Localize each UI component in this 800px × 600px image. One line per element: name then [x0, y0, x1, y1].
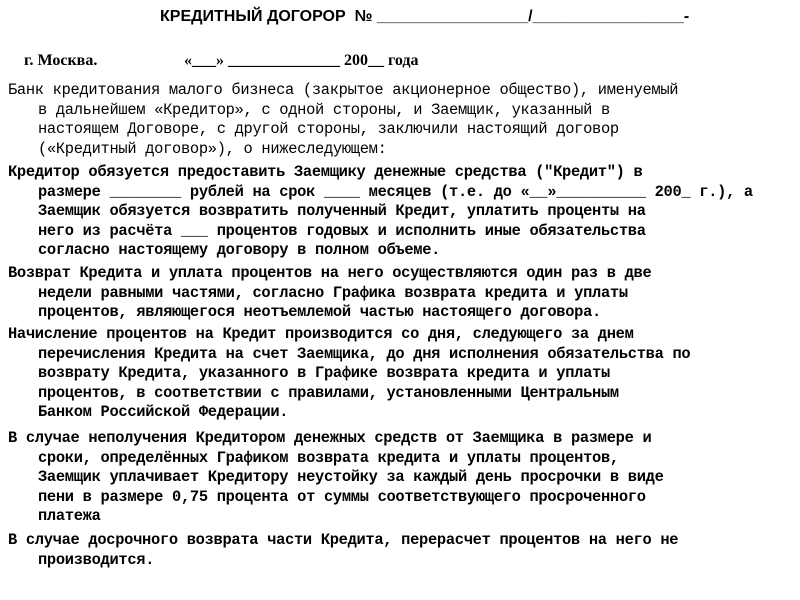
document-title: КРЕДИТНЫЙ ДОГОРОР № _________________/_________________-	[160, 8, 690, 25]
paragraph-parties: Банк кредитования малого бизнеса (закрытое акционерное общество), именуемый в дальнейшем «Кредитор», с одной стороны, и Заемщик, указанный в настоящем Договоре, с другой стороны, заключили настоящий договор («Кредитный договор»), о нижеследующем:	[8, 81, 679, 158]
paragraph-repayment-schedule: Возврат Кредита и уплата процентов на него осуществляются один раз в две недели равными частями, согласно Графика возврата кредита и уплаты процентов, являющегося неотъемлемой частью настоящего договора.	[8, 264, 652, 322]
paragraph-penalty: В случае неполучения Кредитором денежных средств от Заемщика в размере и сроки, определённых Графиком возврата кредита и уплаты процентов, Заемщик уплачивает Кредитору неустойку за каждый день просрочки в виде пени в размере 0,75 процента от суммы соответствующего просроченного платежа	[8, 429, 664, 526]
paragraph-credit-obligation: Кредитор обязуется предоставить Заемщику денежные средства ("Кредит") в размере ________ рублей на срок ____ месяцев (т.е. до «__»__________ 200_ г.), а Заемщик обязуется возвратить полученный Кредит, уплатить проценты на него из расчёта ___ процентов годовых и исполнить иные обязательства согласно настоящему договору в полном объеме.	[8, 163, 753, 260]
paragraph-early-repayment: В случае досрочного возврата части Кредита, перерасчет процентов на него не производится.	[8, 531, 679, 569]
date-line: «___» ______________ 200__ года	[184, 52, 419, 69]
city-label: г. Москва.	[24, 52, 98, 69]
paragraph-interest-accrual: Начисление процентов на Кредит производится со дня, следующего за днем перечисления Кредита на счет Заемщика, до дня исполнения обязательства по возврату Кредита, указанного в Графике возврата кредита и уплаты процентов, в соответствии с правилами, установленными Центральным Банком Российской Федерации.	[8, 325, 691, 422]
city-date-line	[8, 34, 788, 88]
